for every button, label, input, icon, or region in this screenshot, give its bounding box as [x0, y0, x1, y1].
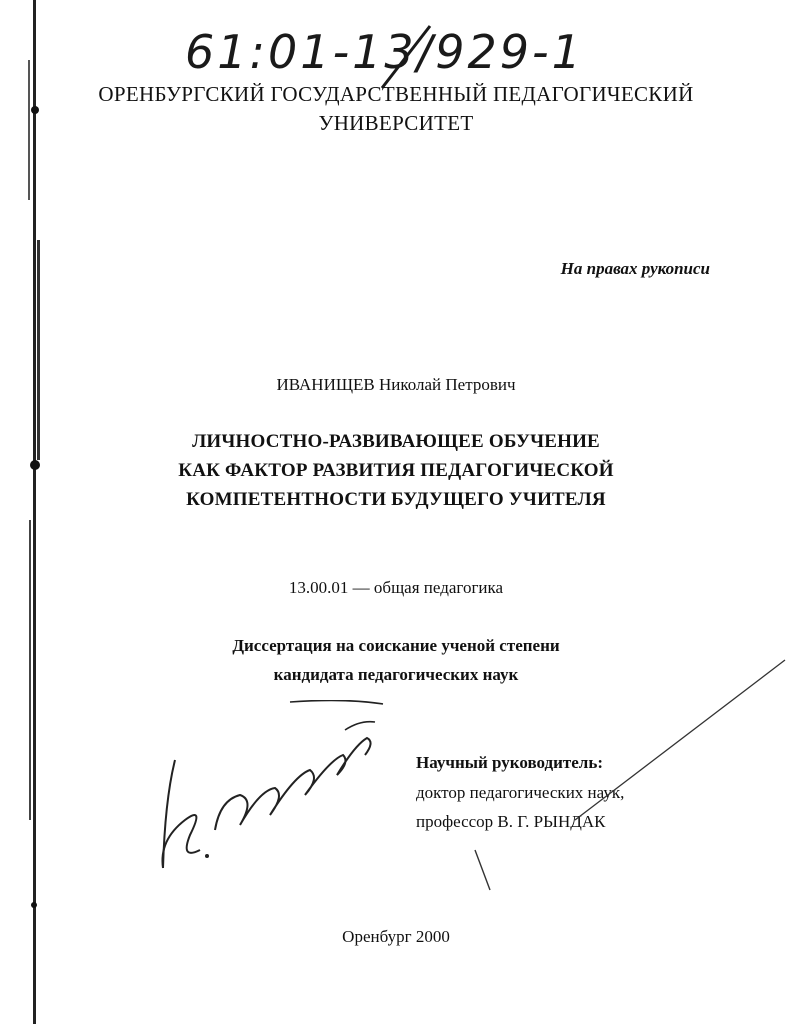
manuscript-note: На правах рукописи — [560, 259, 710, 278]
archive-number-handwritten: 61:01-13/929-1 — [185, 25, 584, 79]
university-name-line1: ОРЕНБУРГСКИЙ ГОСУДАРСТВЕННЫЙ ПЕДАГОГИЧЕСКИЙ — [98, 82, 694, 106]
thesis-title-line2: КАК ФАКТОР РАЗВИТИЯ ПЕДАГОГИЧЕСКОЙ — [178, 460, 614, 481]
author-surname: ИВАНИЩЕВ — [276, 375, 375, 394]
handwritten-signature — [145, 700, 395, 890]
thesis-title-line1: ЛИЧНОСТНО-РАЗВИВАЮЩЕЕ ОБУЧЕНИЕ — [192, 431, 600, 452]
place-year: Оренбург 2000 — [342, 927, 450, 946]
university-name-line2: УНИВЕРСИТЕТ — [318, 111, 474, 135]
supervisor-name: профессор В. Г. РЫНДАК — [416, 812, 606, 831]
supervisor-heading: Научный руководитель: — [416, 753, 603, 772]
thesis-title-line3: КОМПЕТЕНТНОСТИ БУДУЩЕГО УЧИТЕЛЯ — [186, 489, 606, 510]
degree-line2: кандидата педагогических наук — [273, 665, 519, 684]
author-given-names: Николай Петрович — [378, 375, 516, 394]
degree-line1: Диссертация на соискание ученой степени — [232, 636, 560, 655]
scan-binding-edge — [28, 0, 42, 1024]
specialty-code: 13.00.01 — общая педагогика — [288, 578, 504, 597]
author-name — [0, 375, 792, 395]
pen-marks — [460, 630, 790, 900]
supervisor-degree: доктор педагогических наук, — [416, 783, 625, 802]
